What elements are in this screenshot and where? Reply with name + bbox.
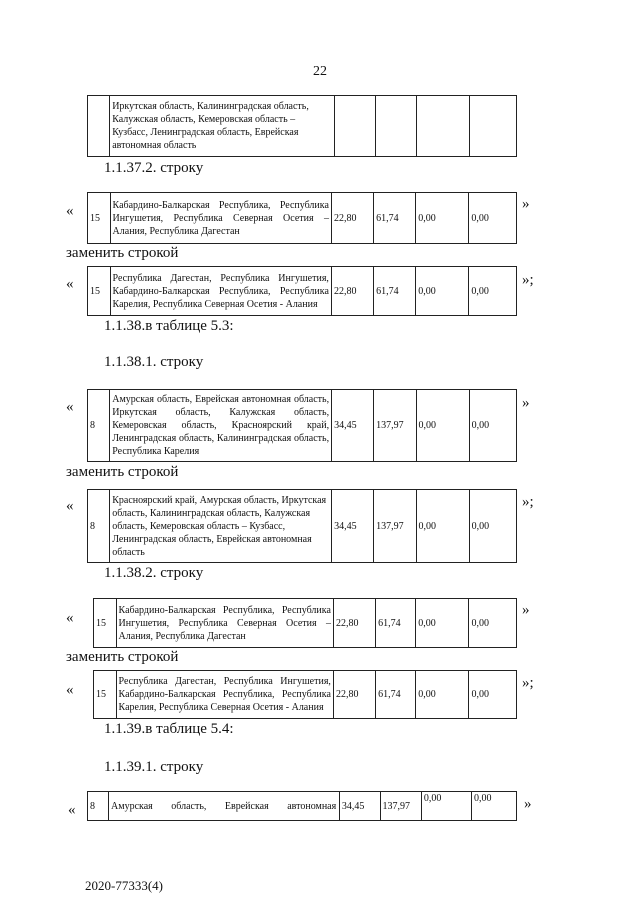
- value-cell: 0,00: [416, 193, 469, 244]
- region-cell: Красноярский край, Амурская область, Иркутская область, Калининградская область, Калужская область, Кемеровская область – Кузбасс, Ленинградская область, Еврейская автономная область: [110, 490, 332, 563]
- value-cell: 0,00: [471, 792, 516, 821]
- row-number: 8: [88, 490, 110, 563]
- open-quote: «: [66, 276, 74, 292]
- paragraph-1-1-38-2: 1.1.38.2. строку: [104, 565, 204, 581]
- table-row: [87, 489, 517, 563]
- empty-cell: [88, 96, 110, 157]
- value-cell: 0,00: [416, 490, 469, 563]
- close-quote: »;: [522, 272, 534, 288]
- value-cell: 61,74: [376, 599, 416, 648]
- open-quote: «: [66, 498, 74, 514]
- open-quote: «: [66, 682, 74, 698]
- value-cell: 0,00: [469, 267, 517, 316]
- value-cell: 0,00: [416, 390, 469, 462]
- value-cell: 0,00: [416, 671, 469, 719]
- paragraph-1-1-37-2: 1.1.37.2. строку: [104, 160, 204, 176]
- value-cell: 137,97: [374, 490, 416, 563]
- value-cell: 61,74: [374, 267, 416, 316]
- empty-cell: [469, 96, 516, 157]
- close-quote: »: [522, 395, 530, 411]
- value-cell: 61,74: [376, 671, 416, 719]
- table-row: [87, 95, 517, 157]
- row-number: 15: [94, 671, 117, 719]
- region-cell: Иркутская область, Калининградская область, Калужская область, Кемеровская область – Кузбасс, Ленинградская область, Еврейская автономная область: [110, 96, 334, 157]
- value-cell: 34,45: [339, 792, 380, 821]
- row-number: 15: [88, 193, 111, 244]
- table-row: [93, 598, 517, 648]
- paragraph-1-1-38-1: 1.1.38.1. строку: [104, 354, 204, 370]
- value-cell: 137,97: [380, 792, 421, 821]
- region-cell: Кабардино-Балкарская Республика, Республика Ингушетия, Республика Северная Осетия – Алания, Республика Дагестан: [116, 599, 333, 648]
- region-cell: Республика Дагестан, Республика Ингушетия, Кабардино-Балкарская Республика, Республика Карелия, Республика Северная Осетия - Алания: [116, 671, 333, 719]
- replace-text: заменить строкой: [66, 464, 179, 480]
- page-number: 22: [313, 64, 327, 79]
- open-quote: «: [66, 203, 74, 219]
- table-row: [87, 192, 517, 244]
- value-cell: 0,00: [469, 193, 517, 244]
- replace-text: заменить строкой: [66, 649, 179, 665]
- close-quote: »;: [522, 675, 534, 691]
- table-row: [87, 266, 517, 316]
- empty-cell: [375, 96, 416, 157]
- region-cell: Амурская область, Еврейская автономная область, Иркутская область, Калужская область, Кемеровская область, Красноярский край, Ленинградская область, Калининградская область, Республика Карелия: [110, 390, 332, 462]
- close-quote: »: [522, 602, 530, 618]
- region-cell: Республика Дагестан, Республика Ингушетия, Кабардино-Балкарская Республика, Республика Карелия, Республика Северная Осетия - Алания: [110, 267, 331, 316]
- value-cell: 61,74: [374, 193, 416, 244]
- value-cell: 0,00: [421, 792, 471, 821]
- value-cell: 0,00: [416, 267, 469, 316]
- value-cell: 137,97: [374, 390, 416, 462]
- table-row: [87, 791, 517, 821]
- open-quote: «: [66, 610, 74, 626]
- empty-cell: [417, 96, 470, 157]
- value-cell: 34,45: [332, 390, 374, 462]
- value-cell: 22,80: [331, 193, 373, 244]
- row-number: 15: [88, 267, 111, 316]
- paragraph-1-1-39: 1.1.39.в таблице 5.4:: [104, 721, 234, 737]
- region-cell: Амурская область, Еврейская автономная: [109, 792, 340, 821]
- region-cell: Кабардино-Балкарская Республика, Республика Ингушетия, Республика Северная Осетия – Алания, Республика Дагестан: [110, 193, 331, 244]
- open-quote: «: [68, 802, 76, 818]
- table-row: [87, 389, 517, 462]
- paragraph-1-1-38: 1.1.38.в таблице 5.3:: [104, 318, 234, 334]
- replace-text: заменить строкой: [66, 245, 179, 261]
- row-number: 8: [88, 792, 109, 821]
- value-cell: 0,00: [469, 671, 517, 719]
- close-quote: »: [522, 196, 530, 212]
- value-cell: 22,80: [331, 267, 373, 316]
- close-quote: »: [524, 796, 532, 812]
- value-cell: 0,00: [416, 599, 469, 648]
- empty-cell: [334, 96, 375, 157]
- table-row: [93, 670, 517, 719]
- close-quote: »;: [522, 494, 534, 510]
- open-quote: «: [66, 399, 74, 415]
- value-cell: 22,80: [333, 671, 375, 719]
- row-number: 8: [88, 390, 110, 462]
- paragraph-1-1-39-1: 1.1.39.1. строку: [104, 759, 204, 775]
- footer-doc-number: 2020-77333(4): [85, 878, 163, 893]
- value-cell: 22,80: [333, 599, 375, 648]
- value-cell: 0,00: [469, 490, 516, 563]
- value-cell: 0,00: [469, 599, 517, 648]
- row-number: 15: [94, 599, 117, 648]
- value-cell: 34,45: [332, 490, 374, 563]
- value-cell: 0,00: [469, 390, 516, 462]
